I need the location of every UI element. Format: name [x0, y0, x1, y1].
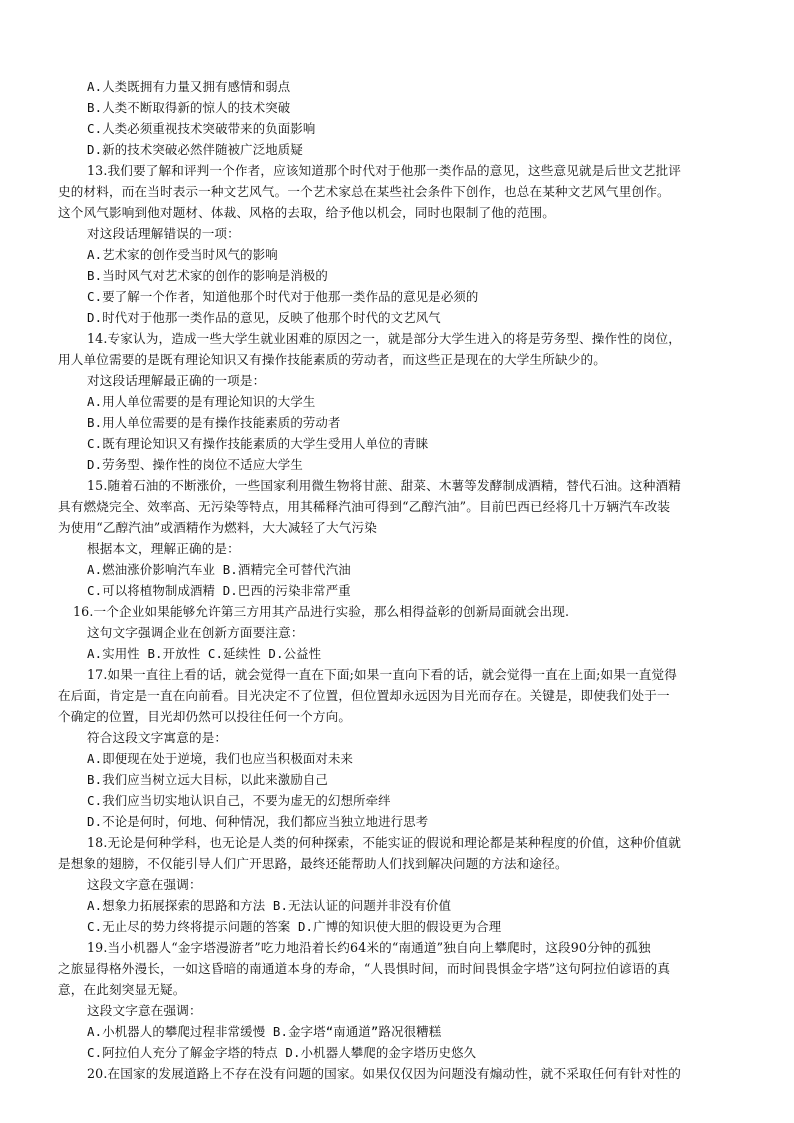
question-17-text: 在后面，肯定是一直在向前看。目光决定不了位置，但位置却永远因为目光而存在。关键是，即使我们处于一: [58, 688, 670, 703]
question-14-text: 14.专家认为，造成一些大学生就业困难的原因之一，就是部分大学生进入的将是劳务型、操作性的岗位，: [87, 331, 681, 346]
question-13-text: 13.我们要了解和评判一个作者，应该知道那个时代对于他那一类作品的意见，这些意见就是后世文艺批评: [87, 163, 681, 178]
options-ab: A.小机器人的攀爬过程非常缓慢 B.金字塔“南通道”路况很糟糕: [87, 1024, 442, 1039]
question-19-prompt: 这段文字意在强调：: [87, 1003, 202, 1018]
question-13-text: 这个风气影响到他对题材、体裁、风格的去取，给予他以机会，同时也限制了他的范围。: [58, 205, 556, 220]
option-c: C.既有理论知识又有操作技能素质的大学生受用人单位的青睐: [87, 436, 429, 451]
options-cd: C.可以将植物制成酒精 D.巴西的污染非常严重: [87, 583, 351, 598]
option-c: C.要了解一个作者，知道他那个时代对于他那一类作品的意见是必须的: [87, 289, 479, 304]
question-13-text: 史的材料，而在当时表示一种文艺风气。一个艺术家总在某些社会条件下创作，也总在某种文艺风气里创作。: [58, 184, 670, 199]
question-15-text: 具有燃烧完全、效率高、无污染等特点，用其稀释汽油可得到“乙醇汽油”。目前巴西已经将几十万辆汽车改装: [58, 499, 671, 514]
question-15-prompt: 根据本文，理解正确的是：: [87, 541, 240, 556]
option-b: B.我们应当树立远大目标，以此来激励自己: [87, 772, 328, 787]
question-18-text: 18.无论是何种学科，也无论是人类的何种探索，不能实证的假说和理论都是某种程度的价值，这种价值就: [87, 835, 681, 850]
question-19-text: 之旅显得格外漫长，一如这昏暗的南通道本身的寿命，“人畏惧时间，而时间畏惧金字塔”这句阿拉伯谚语的真: [58, 961, 671, 976]
question-14-text: 用人单位需要的是既有理论知识又有操作技能素质的劳动者，而这些正是现在的大学生所缺少的。: [58, 352, 606, 367]
question-15-text: 为使用“乙醇汽油”或酒精作为燃料，大大减轻了大气污染: [58, 520, 378, 535]
question-19-text: 意，在此刻突显无疑。: [58, 982, 186, 997]
option-a: A.人类既拥有力量又拥有感情和弱点: [87, 79, 291, 94]
options-abcd: A.实用性 B.开放性 C.延续性 D.公益性: [87, 646, 322, 661]
option-b: B.用人单位需要的是有操作技能素质的劳动者: [87, 415, 341, 430]
option-a: A.即便现在处于逆境，我们也应当积极面对未来: [87, 751, 354, 766]
question-14-prompt: 对这段话理解最正确的一项是：: [87, 373, 266, 388]
question-18-text: 是想象的翅膀，不仅能引导人们广开思路，最终还能帮助人们找到解决问题的方法和途径。: [58, 856, 568, 871]
options-cd: C.阿拉伯人充分了解金字塔的特点 D.小机器人攀爬的金字塔历史悠久: [87, 1045, 477, 1060]
option-d: D.劳务型、操作性的岗位不适应大学生: [87, 457, 303, 472]
options-ab: A.燃油涨价影响汽车业 B.酒精完全可替代汽油: [87, 562, 351, 577]
question-16-prompt: 这句文字强调企业在创新方面要注意：: [87, 625, 304, 640]
option-d: D.时代对于他那一类作品的意见，反映了他那个时代的文艺风气: [87, 310, 441, 325]
question-16-text: 16.一个企业如果能够允许第三方用其产品进行实验，那么相得益彰的创新局面就会出现.: [73, 604, 570, 619]
option-a: A.艺术家的创作受当时风气的影响: [87, 247, 278, 262]
option-b: B.人类不断取得新的惊人的技术突破: [87, 100, 291, 115]
option-c: C.人类必须重视技术突破带来的负面影响: [87, 121, 316, 136]
options-cd: C.无止尽的势力终将提示问题的答案 D.广博的知识使大胆的假设更为合理: [87, 919, 502, 934]
options-ab: A.想象力拓展探索的思路和方法 B.无法认证的问题并非没有价值: [87, 898, 452, 913]
option-a: A.用人单位需要的是有理论知识的大学生: [87, 394, 316, 409]
option-d: D.新的技术突破必然伴随被广泛地质疑: [87, 142, 303, 157]
question-19-text: 19.当小机器人“金字塔漫游者”吃力地沿着长约64米的“南通道”独自向上攀爬时，这段90分钟的孤独: [87, 940, 651, 955]
question-17-text: 17.如果一直往上看的话，就会觉得一直在下面;如果一直向下看的话，就会觉得一直在上面;如果一直觉得: [87, 667, 677, 682]
question-18-prompt: 这段文字意在强调：: [87, 877, 202, 892]
option-d: D.不论是何时，何地、何种情况，我们都应当独立地进行思考: [87, 814, 429, 829]
question-17-prompt: 符合这段文字寓意的是：: [87, 730, 228, 745]
question-17-text: 个确定的位置，目光却仍然可以投往任何一个方向。: [58, 709, 352, 724]
question-20-text: 20.在国家的发展道路上不存在没有问题的国家。如果仅仅因为问题没有煽动性，就不采取任何有针对性的: [87, 1066, 681, 1081]
question-13-prompt: 对这段话理解错误的一项：: [87, 226, 240, 241]
option-b: B.当时风气对艺术家的创作的影响是消极的: [87, 268, 328, 283]
option-c: C.我们应当切实地认识自己，不要为虚无的幻想所牵绊: [87, 793, 391, 808]
question-15-text: 15.随着石油的不断涨价，一些国家利用微生物将甘蔗、甜菜、木薯等发酵制成酒精，替代石油。这种酒精: [87, 478, 681, 493]
